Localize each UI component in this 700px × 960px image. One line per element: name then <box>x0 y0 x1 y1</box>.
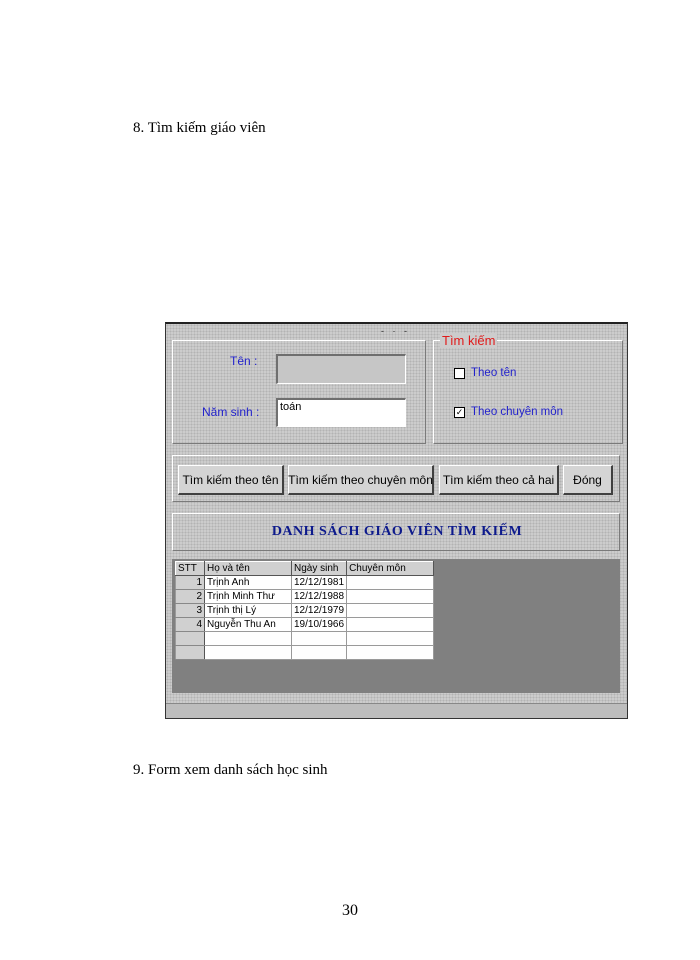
grid-cell-birthdate[interactable]: 19/10/1966 <box>292 618 347 632</box>
grid-cell-name[interactable]: Trịnh Minh Thư <box>205 590 292 604</box>
section-heading-8: 8. Tìm kiếm giáo viên <box>133 120 266 136</box>
grid-cell-major[interactable] <box>347 576 434 590</box>
list-title: DANH SÁCH GIÁO VIÊN TÌM KIẾM <box>271 524 523 539</box>
grid-cell-stt: 3 <box>176 604 205 618</box>
birth-year-input[interactable]: toán <box>276 398 406 427</box>
grid-cell-name[interactable] <box>205 632 292 646</box>
checkbox-by-name-box[interactable] <box>454 368 465 379</box>
grid-cell-name[interactable]: Trịnh thị Lý <box>205 604 292 618</box>
checkbox-by-name-label: Theo tên <box>471 367 517 379</box>
form-top-dots: - · - <box>381 326 410 336</box>
table-row[interactable] <box>176 618 434 632</box>
checkbox-by-major-box[interactable]: ✓ <box>455 406 464 417</box>
grid-cell-major[interactable] <box>347 632 434 646</box>
grid-cell-stt <box>176 646 205 660</box>
grid-cell-name[interactable]: Trịnh Anh <box>205 576 292 590</box>
grid-cell-stt: 4 <box>176 618 205 632</box>
grid-header-row <box>176 562 434 576</box>
name-input[interactable] <box>276 354 406 384</box>
grid-cell-stt: 2 <box>176 590 205 604</box>
page-number: 30 <box>342 902 358 919</box>
table-row[interactable] <box>176 646 434 660</box>
checkbox-by-name[interactable] <box>454 367 516 379</box>
grid-cell-major[interactable] <box>347 590 434 604</box>
table-row[interactable] <box>176 632 434 646</box>
search-by-major-button[interactable]: Tìm kiếm theo chuyên môn <box>288 465 434 495</box>
list-title-panel <box>172 513 620 551</box>
status-bar <box>166 703 627 718</box>
grid-cell-birthdate[interactable] <box>292 646 347 660</box>
search-options-group <box>433 340 623 444</box>
grid-header-stt[interactable]: STT <box>176 562 205 576</box>
teacher-search-form <box>165 322 628 719</box>
grid-cell-name[interactable] <box>205 646 292 660</box>
grid-cell-birthdate[interactable]: 12/12/1979 <box>292 604 347 618</box>
grid-header-major[interactable]: Chuyên môn <box>347 562 434 576</box>
grid-cell-stt: 1 <box>176 576 205 590</box>
table-row[interactable] <box>176 576 434 590</box>
search-group-label: Tìm kiếm <box>442 333 496 348</box>
grid-cell-birthdate[interactable]: 12/12/1981 <box>292 576 347 590</box>
grid-cell-major[interactable] <box>347 646 434 660</box>
grid-cell-major[interactable] <box>347 618 434 632</box>
table-row[interactable] <box>176 604 434 618</box>
birth-year-label: Năm sinh : <box>202 405 260 419</box>
grid-cell-stt <box>176 632 205 646</box>
grid-header-name[interactable]: Họ và tên <box>205 562 292 576</box>
close-button[interactable]: Đóng <box>563 465 613 495</box>
name-label: Tên : <box>230 354 258 368</box>
results-grid-area <box>172 559 620 693</box>
checkbox-by-major[interactable] <box>454 406 563 418</box>
grid-cell-name[interactable]: Nguyễn Thu An <box>205 618 292 632</box>
search-by-both-button[interactable]: Tìm kiếm theo cả hai <box>439 465 559 495</box>
section-heading-9: 9. Form xem danh sách học sinh <box>133 762 328 778</box>
table-row[interactable] <box>176 590 434 604</box>
results-grid[interactable] <box>175 561 434 660</box>
grid-header-birthdate[interactable]: Ngày sinh <box>292 562 347 576</box>
checkbox-by-major-label: Theo chuyên môn <box>471 406 564 418</box>
grid-cell-birthdate[interactable]: 12/12/1988 <box>292 590 347 604</box>
search-by-name-button[interactable]: Tìm kiếm theo tên <box>178 465 284 495</box>
grid-cell-major[interactable] <box>347 604 434 618</box>
grid-cell-birthdate[interactable] <box>292 632 347 646</box>
